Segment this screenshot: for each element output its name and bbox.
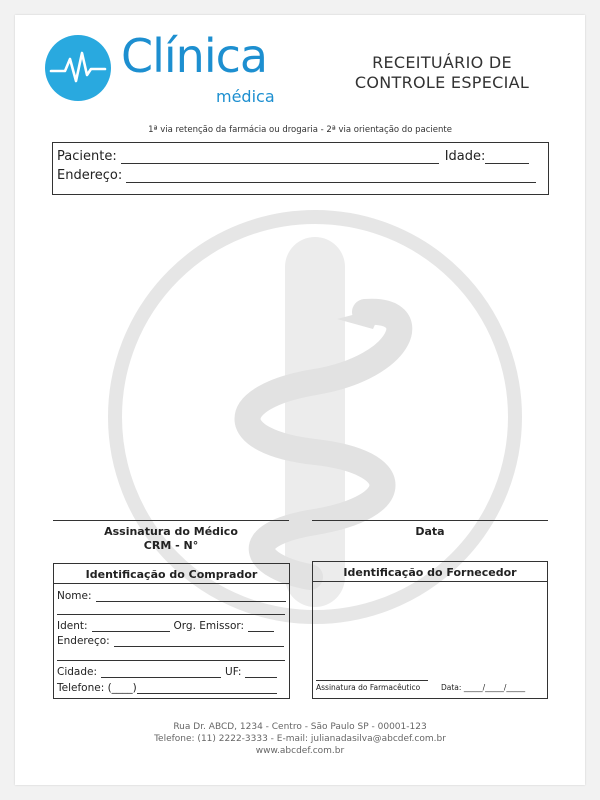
footer — [15, 721, 585, 757]
buyer-phone-row — [57, 682, 277, 694]
buyer-uf-field[interactable] — [245, 667, 277, 678]
patient-address-label: Endereço: — [57, 168, 123, 183]
buyer-box — [53, 563, 290, 699]
doctor-signature-text: Assinatura do Médico — [104, 525, 238, 538]
supplier-box — [312, 561, 548, 699]
buyer-phone-label: Telefone: (____) — [57, 682, 137, 694]
supplier-box-title: Identificação do Fornecedor — [313, 562, 547, 582]
buyer-name-label: Nome: — [57, 590, 92, 602]
logo-subtitle: médica — [216, 87, 275, 106]
buyer-city-field[interactable] — [101, 667, 221, 678]
buyer-box-title: Identificação do Comprador — [54, 564, 289, 584]
footer-address: Rua Dr. ABCD, 1234 - Centro - São Paulo SP - 00001-123 — [173, 722, 427, 732]
footer-contact: Telefone: (11) 2222-3333 - E-mail: julianadasilva@abcdef.com.br — [154, 734, 446, 744]
prescription-sheet — [15, 15, 585, 785]
clinic-logo — [45, 29, 285, 115]
patient-address-row — [57, 168, 536, 183]
document-title — [327, 53, 557, 93]
footer-website: www.abcdef.com.br — [255, 746, 345, 756]
date-label: Data — [415, 525, 445, 538]
buyer-name-extra-line[interactable] — [57, 614, 285, 615]
buyer-address-row — [57, 635, 284, 647]
patient-age-label: Idade: — [444, 149, 486, 164]
buyer-address-extra-line[interactable] — [57, 660, 285, 661]
buyer-name-field[interactable] — [96, 591, 286, 602]
buyer-ident-row — [57, 620, 274, 632]
pharmacist-signature-label: Assinatura do Farmacêutico — [316, 683, 421, 692]
document-title-line1: RECEITUÁRIO DE — [372, 53, 512, 72]
logo-name: Clínica — [121, 29, 268, 83]
buyer-issuer-field[interactable] — [248, 621, 274, 632]
buyer-city-row — [57, 666, 277, 678]
document-title-line2: CONTROLE ESPECIAL — [354, 73, 530, 92]
pharmacist-signature-line[interactable] — [316, 680, 428, 681]
patient-name-row — [57, 149, 529, 164]
date-line[interactable] — [312, 520, 548, 521]
patient-address-field[interactable] — [126, 169, 536, 183]
doctor-crm-text: CRM - N° — [143, 539, 199, 552]
buyer-address-label: Endereço: — [57, 635, 110, 647]
doctor-signature-label — [53, 525, 289, 553]
patient-age-field[interactable] — [485, 150, 529, 164]
buyer-city-label: Cidade: — [57, 666, 98, 678]
buyer-ident-field[interactable] — [92, 621, 170, 632]
patient-name-field[interactable] — [121, 150, 439, 164]
logo-circle — [45, 35, 111, 101]
buyer-phone-field[interactable] — [137, 683, 277, 694]
supplier-date-field[interactable]: Data: _____/_____/_____ — [441, 683, 526, 692]
patient-box — [52, 142, 549, 195]
buyer-ident-label: Ident: — [57, 620, 88, 632]
via-note: 1ª via retenção da farmácia ou drogaria - 2ª via orientação do paciente — [148, 125, 452, 135]
doctor-signature-line[interactable] — [53, 520, 289, 521]
heartbeat-pulse-icon — [45, 35, 111, 101]
buyer-address-field[interactable] — [114, 636, 284, 647]
patient-name-label: Paciente: — [57, 149, 117, 164]
buyer-uf-label: UF: — [225, 666, 242, 678]
buyer-issuer-label: Org. Emissor: — [173, 620, 245, 632]
buyer-name-row — [57, 590, 286, 602]
